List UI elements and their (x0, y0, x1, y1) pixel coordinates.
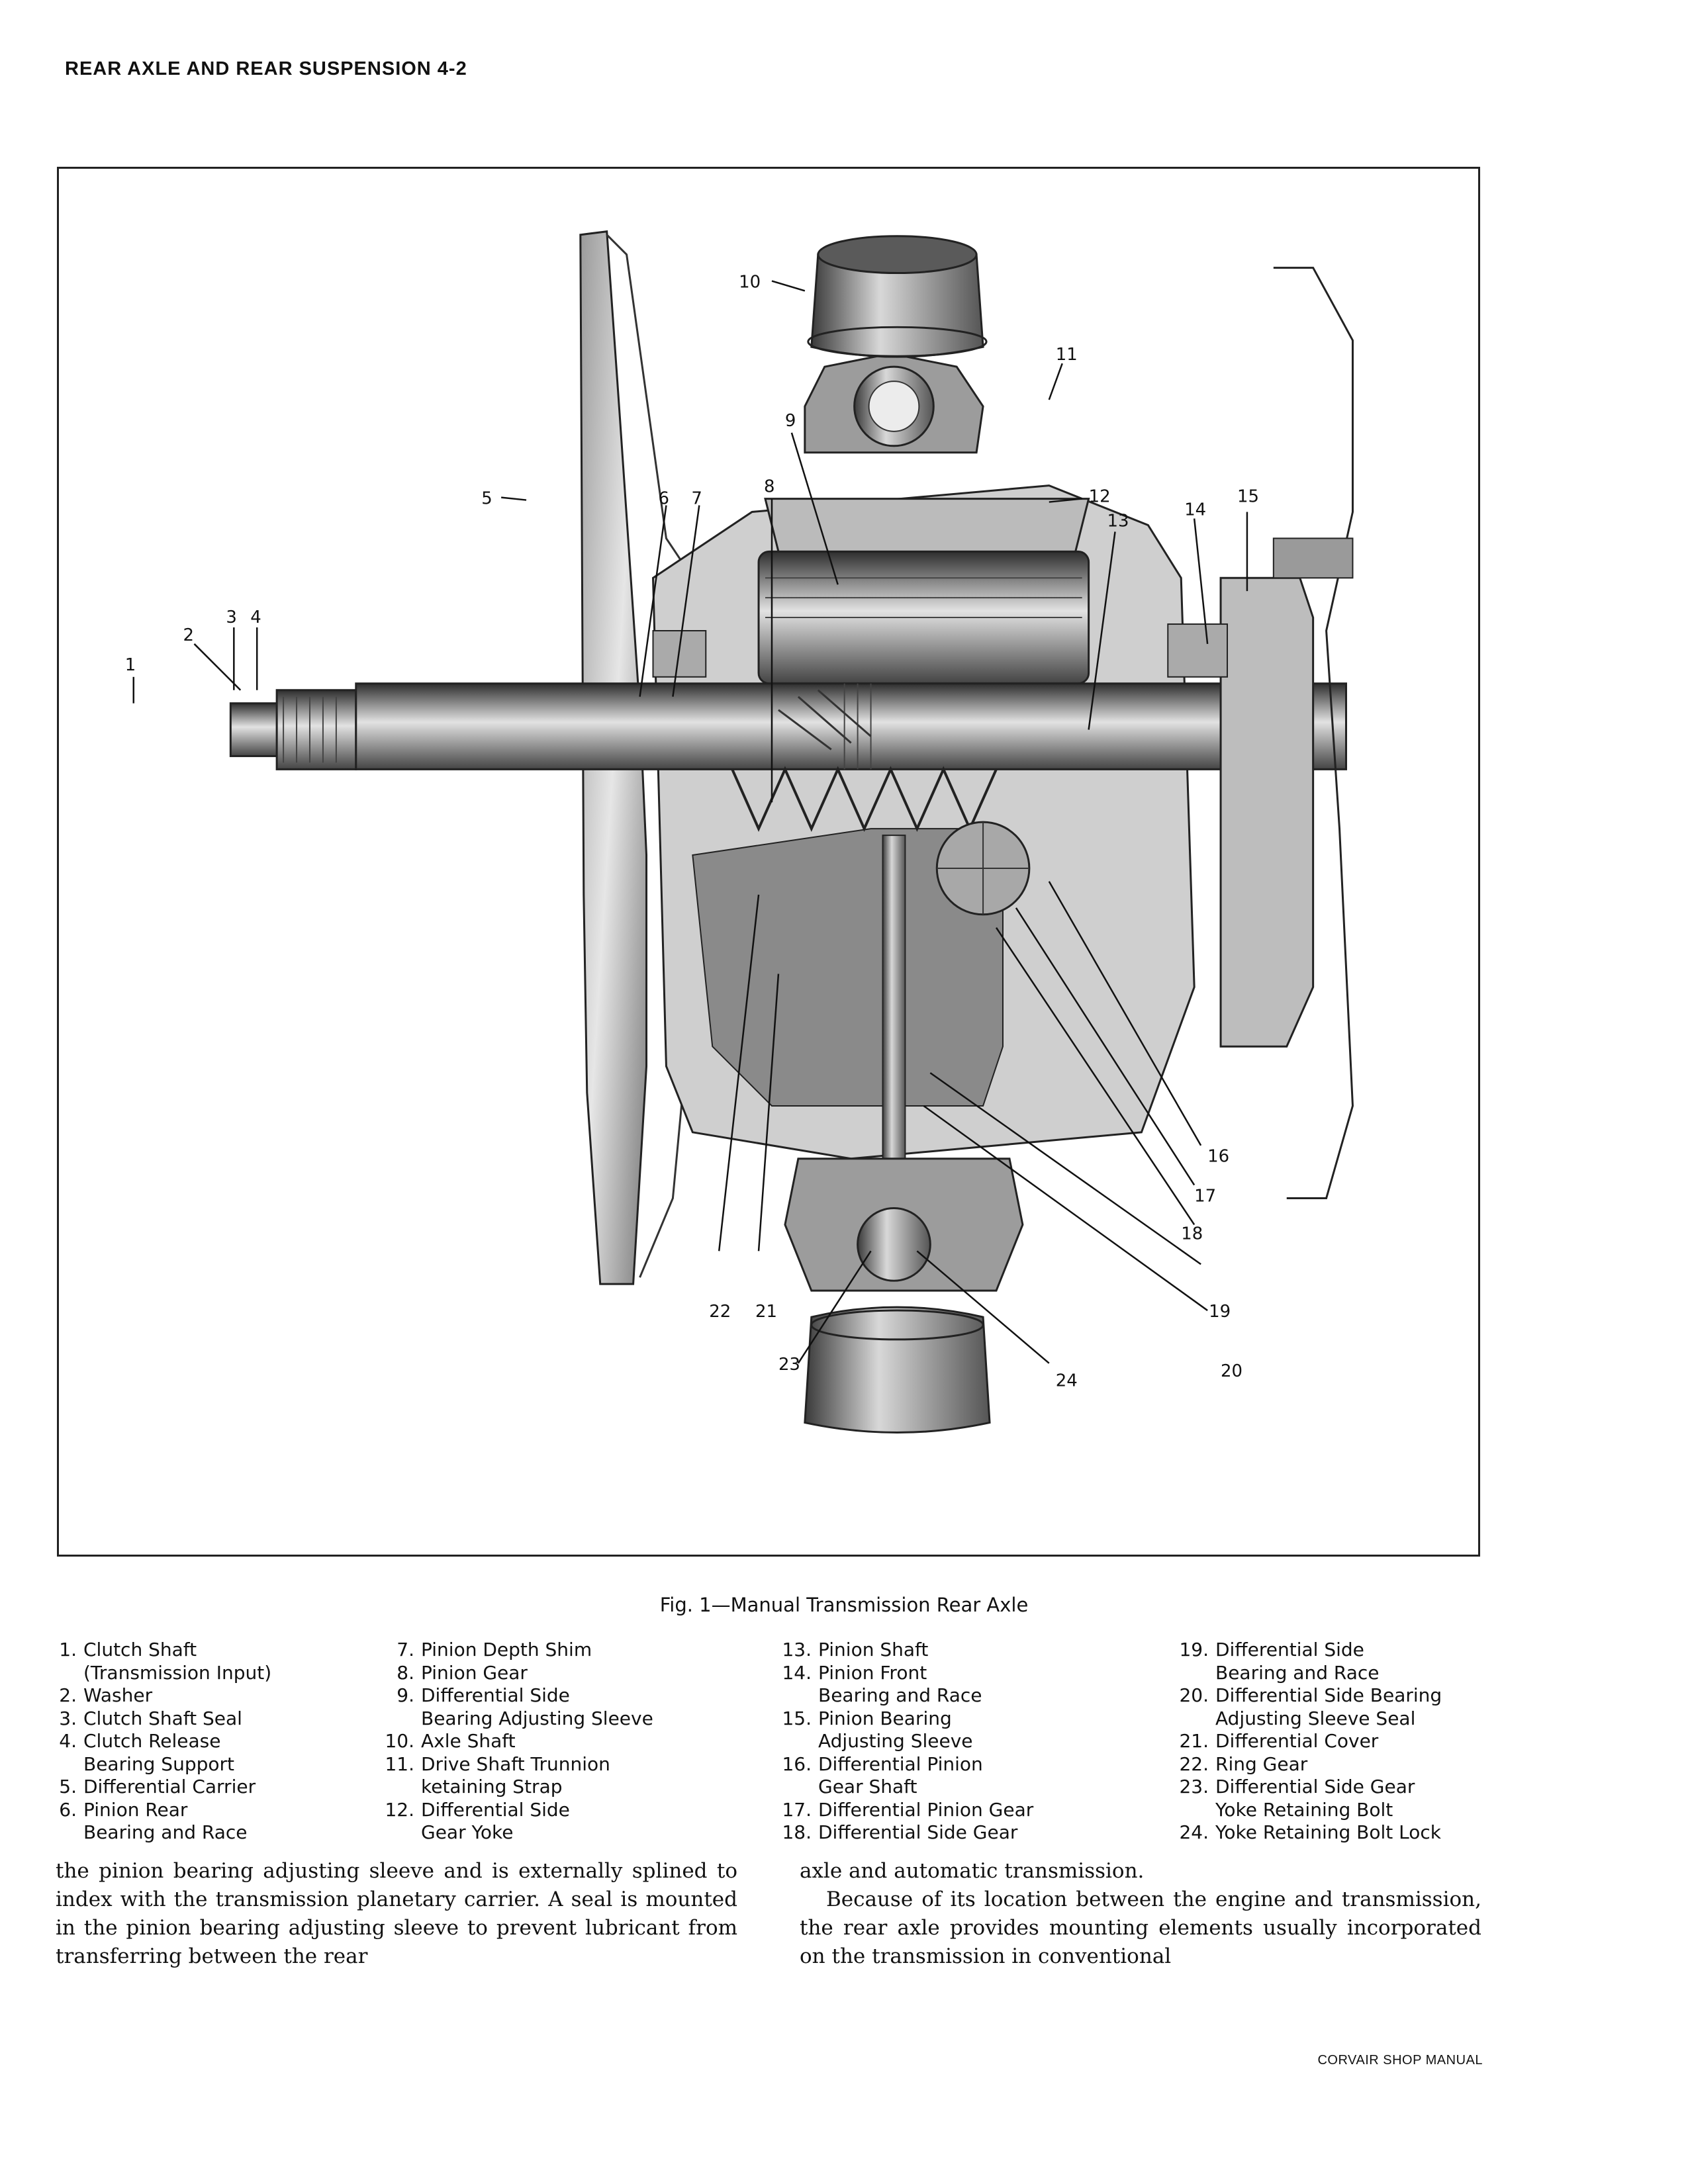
legend-number: 16. (782, 1752, 812, 1775)
legend-item (46, 1799, 271, 1844)
legend-text: Drive Shaft Trunnion ketaining Strap (421, 1752, 610, 1797)
legend-number: 5. (59, 1776, 77, 1797)
callout-23: 23 (778, 1354, 800, 1375)
legend-item (1178, 1639, 1442, 1684)
legend-number: 22. (1179, 1752, 1209, 1775)
legend-number: 23. (1179, 1776, 1209, 1797)
legend-item (1178, 1753, 1442, 1776)
callout-5: 5 (481, 488, 492, 509)
legend-text: Pinion Shaft (818, 1639, 929, 1661)
legend-text: Differential Pinion Gear (818, 1798, 1034, 1821)
legend-text: Clutch Shaft (Transmission Input) (83, 1639, 272, 1684)
callout-24: 24 (1055, 1371, 1078, 1391)
legend-number: 2. (59, 1684, 77, 1706)
legend-item (1178, 1684, 1442, 1730)
figure-caption: Fig. 1—Manual Transmission Rear Axle (659, 1594, 1029, 1616)
callout-13: 13 (1107, 511, 1129, 531)
body-paragraph: axle and automatic transmission. (800, 1859, 1145, 1883)
callout-8: 8 (764, 477, 775, 497)
legend-item (1178, 1821, 1442, 1844)
legend-number: 17. (782, 1798, 812, 1821)
legend-item (384, 1662, 653, 1685)
legend-text: Clutch Shaft Seal (83, 1707, 242, 1729)
legend-item (384, 1753, 653, 1799)
legend-text: Differential Side Bearing Adjusting Sleeve (421, 1684, 653, 1729)
legend-number: 11. (385, 1752, 414, 1775)
callout-21: 21 (755, 1302, 778, 1322)
legend-number: 10. (385, 1730, 414, 1752)
legend-text: Differential Pinion Gear Shaft (818, 1752, 983, 1797)
body-paragraph: Because of its location between the engine and transmission, the rear axle provides mounting elements usually incorporated on the transmission in conventional (800, 1888, 1481, 1968)
legend-item (1178, 1776, 1442, 1821)
legend-number: 13. (782, 1639, 812, 1661)
body-paragraph: the pinion bearing adjusting sleeve and is externally splined to index with the transmission planetary carrier. A seal is mounted in the pinion bearing adjusting sleeve to prevent lubricant from transferring between the rear (56, 1859, 737, 1968)
body-text-right-column (800, 1857, 1481, 1971)
legend-number: 20. (1179, 1684, 1209, 1706)
legend-number: 6. (59, 1798, 77, 1821)
callout-10: 10 (739, 272, 761, 293)
figure-frame (57, 167, 1480, 1557)
legend-text: Pinion Depth Shim (421, 1639, 592, 1661)
legend-item (781, 1639, 1033, 1662)
legend-item (1178, 1730, 1442, 1753)
page-header: REAR AXLE AND REAR SUSPENSION 4-2 (65, 58, 467, 79)
callout-11: 11 (1055, 345, 1078, 365)
legend-number: 24. (1179, 1821, 1209, 1843)
legend-item (46, 1639, 271, 1684)
legend-item (384, 1799, 653, 1844)
legend-column-1 (46, 1639, 271, 1844)
callout-12: 12 (1088, 486, 1111, 507)
legend-text: Differential Cover (1215, 1730, 1379, 1752)
callout-19: 19 (1209, 1302, 1231, 1322)
legend-text: Yoke Retaining Bolt Lock (1215, 1821, 1441, 1843)
callout-9: 9 (784, 410, 796, 431)
rear-axle-cutaway-illustration (59, 169, 1478, 1555)
callout-18: 18 (1181, 1224, 1203, 1244)
legend-number: 15. (782, 1707, 812, 1729)
legend-text: Pinion Front Bearing and Race (818, 1661, 982, 1706)
legend-number: 12. (385, 1798, 414, 1821)
legend-number: 21. (1179, 1730, 1209, 1752)
legend-item (781, 1707, 1033, 1753)
callout-14: 14 (1184, 500, 1207, 520)
legend-item (384, 1684, 653, 1730)
legend-number: 18. (782, 1821, 812, 1843)
callout-4: 4 (250, 608, 261, 628)
legend-column-2 (384, 1639, 653, 1844)
legend-item (46, 1684, 271, 1707)
legend-item (781, 1799, 1033, 1822)
legend-column-3 (781, 1639, 1033, 1844)
legend-text: Pinion Gear (421, 1661, 528, 1684)
legend-text: Differential Side Gear (818, 1821, 1018, 1843)
page-footer: CORVAIR SHOP MANUAL (1317, 2053, 1483, 2068)
legend-text: Differential Carrier (83, 1776, 256, 1797)
legend-column-4 (1178, 1639, 1442, 1844)
legend-text: Pinion Bearing Adjusting Sleeve (818, 1707, 973, 1752)
legend-item (384, 1730, 653, 1753)
legend-text: Axle Shaft (421, 1730, 516, 1752)
legend-text: Differential Side Bearing and Race (1215, 1639, 1380, 1684)
legend-text: Pinion Rear Bearing and Race (83, 1798, 248, 1843)
legend-item (781, 1821, 1033, 1844)
legend-item (46, 1776, 271, 1799)
callout-7: 7 (691, 488, 702, 509)
legend-text: Differential Side Bearing Adjusting Sleeve Seal (1215, 1684, 1442, 1729)
legend-number: 19. (1179, 1639, 1209, 1661)
callout-22: 22 (709, 1302, 731, 1322)
callout-15: 15 (1237, 486, 1259, 507)
legend-number: 4. (59, 1730, 77, 1752)
legend-text: Washer (83, 1684, 153, 1706)
legend-text: Differential Side Gear Yoke Retaining Bolt (1215, 1776, 1415, 1821)
legend-number: 7. (397, 1639, 414, 1661)
callout-1: 1 (124, 655, 136, 675)
callout-16: 16 (1207, 1146, 1230, 1167)
legend-item (46, 1730, 271, 1776)
legend-number: 9. (397, 1684, 414, 1706)
legend-item (46, 1707, 271, 1731)
legend-item (781, 1662, 1033, 1707)
callout-20: 20 (1221, 1361, 1243, 1381)
legend-number: 1. (59, 1639, 77, 1661)
body-text-left-column (56, 1857, 737, 1971)
legend-item (384, 1639, 653, 1662)
callout-6: 6 (658, 488, 669, 509)
legend-text: Ring Gear (1215, 1752, 1308, 1775)
legend-number: 8. (397, 1661, 414, 1684)
callout-3: 3 (226, 608, 237, 628)
callout-17: 17 (1194, 1186, 1217, 1206)
callout-2: 2 (183, 625, 195, 645)
legend-number: 3. (59, 1707, 77, 1729)
legend-text: Differential Side Gear Yoke (421, 1798, 570, 1843)
legend-number: 14. (782, 1661, 812, 1684)
legend-item (781, 1753, 1033, 1799)
legend-text: Clutch Release Bearing Support (83, 1730, 234, 1775)
